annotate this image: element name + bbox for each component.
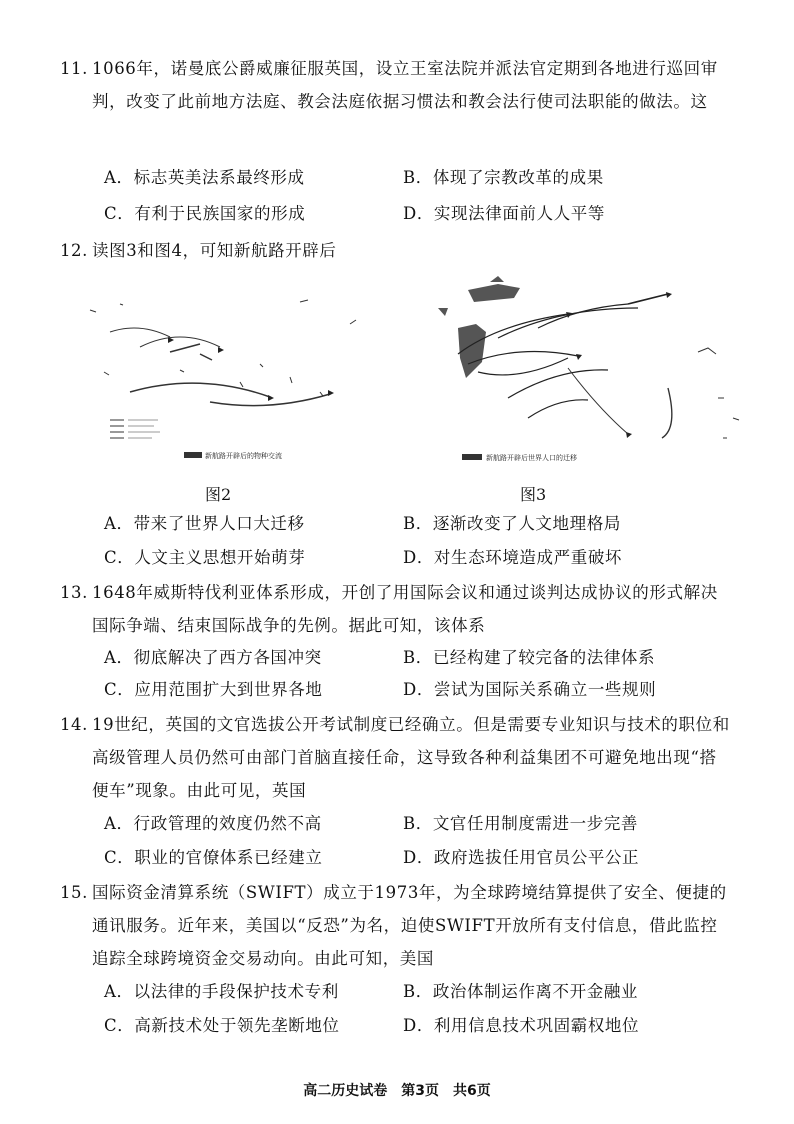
question-text: 国际资金清算系统（SWIFT）成立于1973年，为全球跨境结算提供了安全、便捷的通讯服务。近年来，美国以“反恐”为名，迫使SWIFT开放所有支付信息，借此监控追踪全球跨境资金交易动向。由此可知，美国 [92, 883, 727, 968]
q15-option-b[interactable]: B．政治体制运作离不开金融业 [403, 982, 639, 1001]
question-12-stem [59, 234, 732, 267]
q14-option-d[interactable]: D．政府选拔任用官员公平公正 [403, 848, 640, 867]
question-text: 读图3和图4，可知新航路开辟后 [92, 241, 337, 260]
q12-option-d[interactable]: D．对生态环境造成严重破坏 [403, 548, 623, 567]
q12-option-c[interactable]: C．人文主义思想开始萌芽 [104, 548, 306, 567]
population-migration-map [418, 268, 758, 472]
q11-option-c[interactable]: C．有利于民族国家的形成 [104, 204, 306, 223]
question-text: 1648年威斯特伐利亚体系形成，开创了用国际会议和通过谈判达成协议的形式解决国际争端、结束国际战争的先例。据此可知，该体系 [92, 583, 718, 635]
q15-option-d[interactable]: D．利用信息技术巩固霸权地位 [403, 1016, 640, 1035]
q12-option-a[interactable]: A．带来了世界人口大迁移 [104, 514, 305, 533]
question-number: 15. [59, 883, 88, 902]
q12-option-b[interactable]: B．逐渐改变了人文地理格局 [403, 514, 621, 533]
question-13-stem [59, 576, 732, 642]
question-15-stem [59, 876, 732, 975]
q13-option-b[interactable]: B．已经构建了较完备的法律体系 [403, 648, 656, 667]
q14-option-c[interactable]: C．职业的官僚体系已经建立 [104, 848, 323, 867]
question-14-stem [59, 708, 732, 807]
q13-option-a[interactable]: A．彻底解决了西方各国冲突 [104, 648, 322, 667]
question-number: 12. [59, 241, 88, 260]
q14-option-b[interactable]: B．文官任用制度需进一步完善 [403, 814, 639, 833]
question-number: 11. [59, 59, 88, 78]
q15-option-a[interactable]: A．以法律的手段保护技术专利 [104, 982, 339, 1001]
question-number: 14. [59, 715, 88, 734]
question-text: 1066年，诺曼底公爵威廉征服英国，设立王室法院并派法官定期到各地进行巡回审判，改变了此前地方法庭、教会法庭依据习惯法和教会法行使司法职能的做法。这 [92, 59, 718, 111]
q13-option-d[interactable]: D．尝试为国际关系确立一些规则 [403, 680, 657, 699]
page-footer: 高二历史试卷 第3页 共6页 [303, 1083, 491, 1099]
left-map-caption: 新航路开辟后的物种交流 [205, 452, 282, 460]
q15-option-c[interactable]: C．高新技术处于领先垄断地位 [104, 1016, 340, 1035]
q11-option-a[interactable]: A．标志英美法系最终形成 [104, 168, 305, 187]
question-11-stem [59, 52, 732, 118]
figure-caption-left: 图2 [205, 485, 232, 504]
q11-option-b[interactable]: B．体现了宗教改革的成果 [403, 168, 604, 187]
q14-option-a[interactable]: A．行政管理的效度仍然不高 [104, 814, 322, 833]
right-map-caption: 新航路开辟后世界人口的迁移 [486, 454, 577, 462]
figure-caption-right: 图3 [520, 485, 547, 504]
question-number: 13. [59, 583, 88, 602]
q13-option-c[interactable]: C．应用范围扩大到世界各地 [104, 680, 323, 699]
question-text: 19世纪，英国的文官选拔公开考试制度已经确立。但是需要专业知识与技术的职位和高级管理人员仍然可由部门首脑直接任命，这导致各种利益集团不可避免地出现“搭便车”现象。由此可见，英国 [92, 715, 730, 800]
q11-option-d[interactable]: D．实现法律面前人人平等 [403, 204, 605, 223]
species-exchange-map [80, 292, 380, 472]
